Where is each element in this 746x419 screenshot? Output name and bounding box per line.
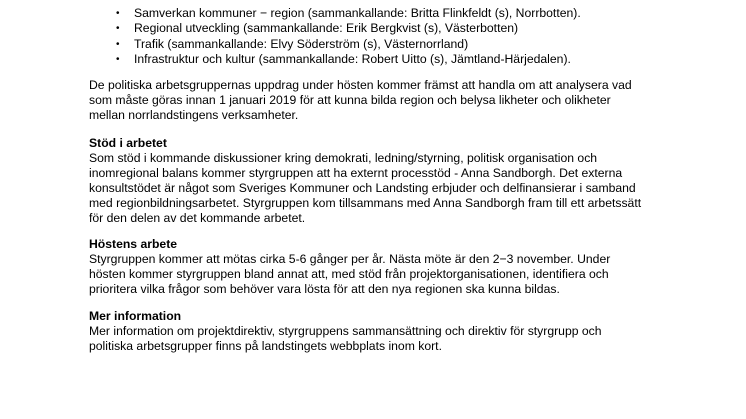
list-item [89, 21, 581, 37]
list-item-text: Trafik (sammankallande: Elvy Söderström (s), Västernorrland) [134, 36, 469, 51]
bullet-icon: • [116, 38, 120, 50]
section-autumn-work [89, 237, 729, 297]
section-body: Styrgruppen kommer att mötas cirka 5-6 gånger per år. Nästa möte är den 2−3 november. Under hösten kommer styrgruppen bland annat att, med stöd från projektorganisationen, identifiera och prioritera vilka frågor som behöver vara lösta för att den nya regionen ska kunna bildas. [89, 252, 611, 296]
section-heading: Höstens arbete [89, 237, 178, 251]
section-heading: Mer information [89, 309, 182, 323]
list-item [89, 52, 581, 68]
bullet-icon: • [116, 54, 120, 65]
section-more-info [89, 309, 729, 354]
intro-block [89, 78, 729, 123]
working-groups-list [89, 0, 581, 68]
intro-paragraph: De politiska arbetsgruppernas uppdrag under hösten kommer främst att handla om att analysera vad som måste göras innan 1 januari 2019 för att kunna bilda region och belysa likheter och olikheter mellan norrlandstingens verksamheter. [89, 78, 632, 122]
list-item-text: Samverkan kommuner − region (sammankallande: Britta Flinkfeldt (s), Norrbotten). [134, 5, 581, 20]
list-item [89, 37, 581, 53]
bullet-icon: • [116, 23, 120, 34]
list-item-text: Infrastruktur och kultur (sammankallande: Robert Uitto (s), Jämtland-Härjedalen). [134, 52, 571, 66]
section-support [89, 136, 729, 226]
list-item [89, 6, 581, 22]
section-heading: Stöd i arbetet [89, 136, 167, 150]
section-body: Som stöd i kommande diskussioner kring demokrati, ledning/styrning, politisk organisation och inomregional balans kommer styrgruppen att ha externt processtöd - Anna Sandborgh. Det externa konsultstödet är något som Sveriges Kommuner och Landsting erbjuder och delfinansierar i samband med regionbildningsarbetet. Styrgruppen kom tillsammans med Anna Sandborgh fram till ett arbetssätt för den delen av det kommande arbetet. [89, 151, 642, 225]
list-item-text: Regional utveckling (sammankallande: Erik Bergkvist (s), Västerbotten) [134, 21, 519, 35]
section-body: Mer information om projektdirektiv, styrgruppens sammansättning och direktiv för styrgrupp och politiska arbetsgrupper finns på landstingets webbplats inom kort. [89, 324, 602, 353]
bullet-icon: • [116, 7, 120, 19]
